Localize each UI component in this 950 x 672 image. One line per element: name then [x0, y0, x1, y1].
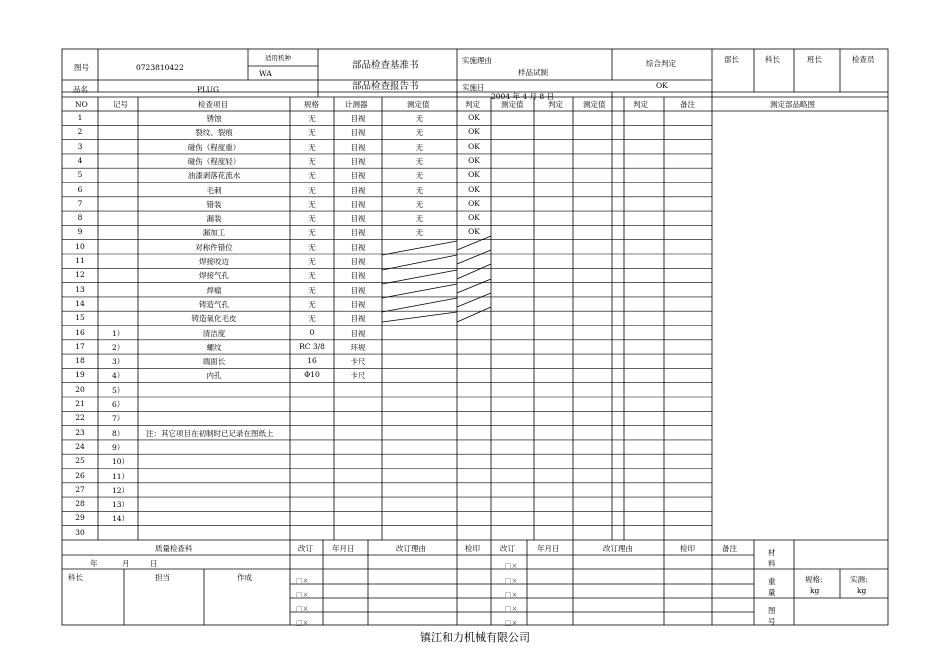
table-row: [62, 497, 714, 511]
approval-inspector: 检查员: [852, 55, 875, 64]
row-item: 清洁度: [202, 328, 226, 338]
row-item: 注：其它项目在初制时已记录在图纸上: [146, 428, 274, 438]
row-item: 错装: [206, 199, 222, 209]
row-mark: 12）: [112, 485, 130, 495]
row-no: 24: [75, 441, 85, 451]
row-item: 内孔: [206, 371, 222, 381]
table-row: [62, 283, 714, 297]
rev-header-1: 改订: [298, 544, 313, 553]
row-item: 铸造气孔: [199, 299, 229, 309]
table-row: [62, 354, 714, 368]
model-value: WA: [259, 69, 272, 78]
row-spec: 无: [308, 156, 316, 166]
table-row: [62, 440, 714, 454]
row-gauge: 目视: [350, 128, 366, 138]
rev-reason-header-1: 改订理由: [396, 544, 426, 553]
table-row: [62, 225, 714, 239]
table-row: [62, 311, 714, 325]
row-mark: 1）: [112, 328, 125, 338]
rev-header-2: 改订: [500, 544, 515, 553]
row-mark: 8）: [112, 428, 125, 438]
table-row: [62, 368, 714, 382]
standard-title: 部品检查基准书: [352, 60, 419, 71]
row-item: 端面长: [202, 357, 226, 367]
row-gauge: 目视: [350, 299, 366, 309]
row-item: 铸造氧化毛皮: [191, 314, 237, 324]
row-gauge: 目视: [350, 156, 366, 166]
row-item: 焊瘤: [206, 285, 222, 295]
row-spec: 无: [308, 285, 316, 295]
row-item: 油漆剥落花流水: [187, 171, 241, 181]
drawing-no: 0723810422: [136, 63, 184, 72]
col-item: 检查项目: [198, 100, 228, 109]
row-spec: Φ10: [304, 370, 320, 380]
row-no: 20: [75, 384, 85, 394]
row-spec: 无: [308, 242, 316, 252]
date-label: 实施日: [462, 83, 485, 92]
check-box[interactable]: □×: [505, 562, 518, 570]
weight-label: 重量: [768, 577, 776, 597]
row-no: 18: [75, 356, 85, 366]
row-value: 无: [415, 214, 424, 224]
row-no: 2: [77, 127, 83, 137]
table-row: [62, 326, 714, 340]
row-item: 焊接气孔: [199, 271, 229, 281]
row-spec: 无: [308, 128, 316, 138]
row-no: 9: [77, 227, 83, 237]
row-item: 毛刺: [206, 185, 222, 195]
row-mark: 3）: [112, 357, 125, 367]
drawing-label: 图号: [768, 606, 776, 626]
row-spec: 无: [308, 228, 316, 238]
check-box[interactable]: □×: [505, 619, 518, 627]
row-no: 22: [75, 413, 85, 423]
weight-actual-label: 实测:: [850, 575, 868, 584]
row-spec: 无: [308, 199, 316, 209]
check-box[interactable]: □×: [505, 577, 518, 585]
material-label: 材料: [768, 548, 776, 568]
table-row: [62, 140, 714, 154]
part-name-label: 品名: [73, 85, 88, 94]
row-value: 无: [415, 128, 424, 138]
dept-label: 质量检查科: [155, 544, 193, 553]
col-no: NO: [75, 100, 88, 109]
row-no: 23: [75, 427, 85, 437]
table-row: [62, 111, 714, 125]
table-row: [62, 168, 714, 182]
row-result: OK: [468, 113, 480, 122]
row-result: OK: [468, 141, 480, 151]
table-row: [62, 340, 714, 354]
check-box[interactable]: □×: [296, 577, 309, 585]
row-no: 11: [75, 256, 85, 265]
row-mark: 11）: [112, 471, 130, 481]
col-value-1: 测定值: [407, 100, 430, 109]
table-row: [62, 426, 714, 440]
row-spec: 无: [308, 299, 316, 309]
row-spec: 无: [308, 214, 316, 224]
col-remarks: 备注: [680, 100, 695, 109]
row-value: 无: [415, 156, 424, 166]
row-no: 28: [75, 499, 85, 509]
row-no: 5: [77, 170, 83, 180]
row-no: 8: [77, 213, 83, 223]
row-gauge: 目视: [350, 328, 366, 338]
row-no: 27: [75, 484, 85, 494]
row-gauge: 目视: [350, 271, 366, 281]
row-no: 7: [77, 198, 83, 208]
row-no: 13: [75, 284, 85, 294]
row-mark: 10）: [112, 457, 130, 467]
row-spec: RC 3/8: [299, 341, 325, 351]
approval-dept-head: 部长: [724, 55, 739, 64]
row-no: 16: [75, 327, 85, 337]
rev-date-header-2: 年月日: [537, 544, 560, 553]
row-no: 3: [77, 141, 83, 151]
row-no: 21: [75, 399, 85, 408]
table-row: [62, 268, 714, 282]
drawing-no-label: 图号: [74, 63, 89, 72]
table-row: [62, 154, 714, 168]
row-value: 无: [415, 114, 424, 123]
row-result: OK: [468, 198, 480, 208]
chief-label: 科长: [68, 573, 83, 582]
weight-spec-label: 规格:: [805, 575, 823, 584]
check-box[interactable]: □×: [296, 619, 309, 627]
row-spec: 无: [308, 171, 316, 181]
table-row: [62, 511, 714, 525]
overall-label: 综合判定: [646, 59, 676, 68]
table-row: [62, 125, 714, 139]
table-row: [62, 483, 714, 497]
row-gauge: 目视: [350, 257, 366, 266]
col-gauge: 计测器: [345, 100, 368, 109]
row-spec: 0: [309, 327, 315, 337]
table-row: [62, 397, 714, 411]
table-row: [62, 211, 714, 225]
stamp-header-1: 检印: [465, 544, 480, 553]
row-item: 焊接咬边: [199, 257, 229, 266]
month-label: 月: [122, 559, 130, 568]
reason-label: 实施理由: [462, 56, 492, 65]
table-row: [62, 454, 714, 468]
row-gauge: 卡尺: [350, 371, 366, 381]
row-no: 26: [75, 470, 85, 480]
row-item: 碰伤（程度轻）: [187, 156, 241, 166]
rev-reason-header-2: 改订理由: [603, 544, 633, 553]
row-result: OK: [468, 155, 480, 165]
row-mark: 4）: [112, 371, 125, 381]
table-row: [62, 297, 714, 311]
stamp-header-2: 检印: [680, 544, 695, 553]
day-label: 日: [150, 559, 158, 568]
check-box[interactable]: □×: [296, 591, 309, 599]
notes-header: 备注: [722, 544, 737, 553]
row-spec: 无: [308, 257, 316, 266]
row-spec: 无: [308, 185, 316, 195]
col-mark: 记号: [113, 100, 128, 109]
reason-value: 样品试制: [518, 68, 548, 77]
row-item: 碰伤（程度重）: [187, 142, 241, 152]
row-mark: 14）: [112, 514, 130, 524]
table-row: [62, 240, 714, 254]
row-result: OK: [468, 227, 480, 237]
table-row: [62, 469, 714, 483]
made-label: 作成: [237, 573, 252, 582]
row-item: 漏装: [206, 214, 222, 224]
row-no: 29: [75, 513, 85, 523]
table-row: [62, 197, 714, 211]
col-result-1: 判定: [465, 100, 480, 109]
row-spec: 16: [307, 356, 317, 366]
row-no: 30: [75, 527, 85, 537]
row-value: 无: [415, 199, 424, 209]
row-no: 6: [77, 184, 83, 194]
row-no: 4: [77, 155, 83, 165]
row-gauge: 卡尺: [350, 357, 366, 367]
approval-team-lead: 班长: [807, 55, 822, 64]
row-no: 17: [75, 341, 85, 351]
row-no: 15: [75, 313, 85, 323]
row-gauge: 目视: [350, 242, 366, 252]
row-gauge: 目视: [350, 199, 366, 209]
row-result: OK: [468, 127, 480, 137]
row-item: 裂纹、裂痕: [195, 128, 233, 138]
row-value: 无: [415, 142, 424, 152]
row-value: 无: [415, 228, 424, 238]
row-gauge: 目视: [350, 114, 366, 123]
col-value-3: 测定值: [583, 100, 606, 109]
row-gauge: 目视: [350, 214, 366, 224]
col-sketch: 测定部品略图: [770, 100, 815, 109]
row-mark: 5）: [112, 385, 125, 395]
row-result: OK: [468, 213, 480, 223]
row-mark: 2）: [112, 342, 125, 352]
row-gauge: 目视: [350, 285, 366, 295]
row-mark: 6）: [112, 400, 125, 409]
check-box[interactable]: □×: [505, 605, 518, 613]
overall-value: OK: [656, 81, 668, 90]
row-gauge: 目视: [350, 171, 366, 181]
row-no: 10: [75, 241, 85, 251]
rev-date-header-1: 年月日: [332, 544, 355, 553]
row-item: 对称件错位: [195, 242, 233, 252]
row-gauge: 环规: [350, 342, 366, 352]
row-result: OK: [468, 170, 480, 180]
table-row: [62, 383, 714, 397]
row-no: 12: [75, 270, 85, 280]
report-title: 部品检查报告书: [352, 81, 419, 92]
row-spec: 无: [308, 142, 316, 152]
row-item: 锈蚀: [206, 114, 222, 123]
table-row: [62, 526, 714, 540]
col-result-2: 判定: [548, 100, 563, 109]
weight-spec-unit: kg: [810, 586, 820, 595]
check-box[interactable]: □×: [296, 605, 309, 613]
row-mark: 9）: [112, 442, 125, 452]
approval-section-head: 科长: [765, 55, 780, 64]
row-spec: 无: [308, 314, 316, 324]
check-box[interactable]: □×: [505, 591, 518, 599]
row-mark: 7）: [112, 414, 125, 424]
charge-label: 担当: [155, 573, 170, 582]
col-result-3: 判定: [633, 100, 648, 109]
row-gauge: 目视: [350, 228, 366, 238]
col-value-2: 测定值: [501, 100, 524, 109]
col-spec: 规格: [304, 100, 319, 109]
row-value: 无: [415, 185, 424, 195]
row-no: 25: [75, 456, 85, 466]
row-no: 1: [77, 113, 83, 122]
row-gauge: 目视: [350, 314, 366, 324]
weight-actual-unit: kg: [857, 586, 867, 595]
table-row: [62, 183, 714, 197]
year-label: 年: [90, 559, 98, 568]
date-value: 2004 年 4 月 8 日: [491, 92, 555, 101]
row-spec: 无: [308, 271, 316, 281]
table-row: [62, 254, 714, 268]
row-no: 14: [75, 298, 85, 308]
row-result: OK: [468, 184, 480, 194]
row-gauge: 目视: [350, 185, 366, 195]
row-value: 无: [415, 171, 424, 181]
table-row: [62, 411, 714, 425]
company-name: 镇江和力机械有限公司: [420, 631, 530, 644]
row-no: 19: [75, 370, 85, 380]
row-item: 螺纹: [206, 342, 222, 352]
row-item: 漏加工: [202, 228, 226, 238]
row-spec: 无: [308, 114, 316, 123]
row-mark: 13）: [112, 500, 130, 510]
row-gauge: 目视: [350, 142, 366, 152]
model-label: 适用机种: [265, 54, 291, 62]
part-name: PLUG: [197, 85, 219, 94]
